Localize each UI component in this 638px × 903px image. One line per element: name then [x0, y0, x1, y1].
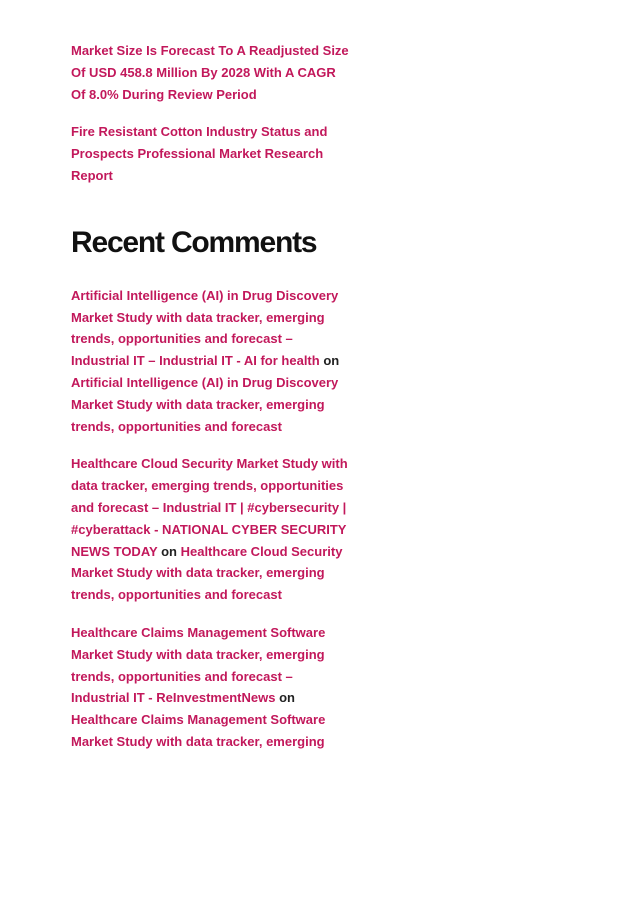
recent-comments-heading: Recent Comments [71, 225, 317, 259]
comment-on-text: on [279, 690, 295, 706]
comment-author-link[interactable]: Healthcare Claims Management Software Market Study with data tracker, emerging trends, opportunities and forecast – Industrial IT - ReInvestmentNews [71, 624, 326, 706]
comment-post-link[interactable]: Artificial Intelligence (AI) in Drug Discovery Market Study with data tracker, emerging trends, opportunities and forecast [71, 374, 339, 434]
comment-on-text: on [161, 543, 177, 559]
comment-post-link[interactable]: Healthcare Claims Management Software Market Study with data tracker, emerging [71, 712, 326, 749]
comment-author-link[interactable]: Artificial Intelligence (AI) in Drug Discovery Market Study with data tracker, emerging trends, opportunities and forecast – Industrial IT – Industrial IT - AI for health [71, 287, 339, 369]
comment-item [71, 285, 351, 438]
sidebar-column [71, 40, 351, 769]
comment-item [71, 622, 351, 753]
comment-post-link[interactable]: Healthcare Cloud Security Market Study with data tracker, emerging trends, opportunities and forecast [71, 543, 343, 603]
comment-author-link[interactable]: Healthcare Cloud Security Market Study with data tracker, emerging trends, opportunities and forecast – Industrial IT | #cybersecurity | #cyberattack - NATIONAL CYBER SECURITY NEWS TODAY [71, 456, 348, 559]
comment-on-text: on [323, 353, 340, 369]
recent-post-link[interactable]: Market Size Is Forecast To A Readjusted Size Of USD 458.8 Million By 2028 With A CAGR Of 8.0% During Review Period [71, 43, 349, 102]
comment-item [71, 453, 351, 606]
recent-post-link[interactable]: Fire Resistant Cotton Industry Status and Prospects Professional Market Research Report [71, 124, 328, 183]
